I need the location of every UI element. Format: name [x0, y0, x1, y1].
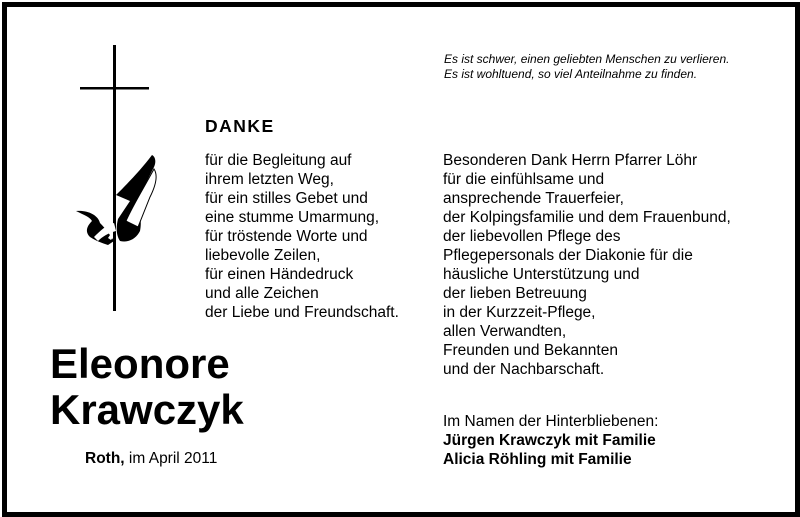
thanks-line: liebevolle Zeilen, — [205, 247, 321, 264]
thanks-line: und der Nachbarschaft. — [443, 361, 605, 378]
thanks-line: für die einfühlsame und — [443, 171, 605, 188]
thanks-line: für die Begleitung auf — [205, 152, 352, 169]
thanks-line: der Liebe und Freundschaft. — [205, 304, 399, 321]
thanks-line: eine stumme Umarmung, — [205, 209, 380, 226]
deceased-first-name: Eleonore — [50, 340, 230, 387]
thanks-line: der lieben Betreuung — [443, 285, 587, 302]
thanks-line: für ein stilles Gebet und — [205, 190, 368, 207]
thanks-line: der liebevollen Pflege des — [443, 228, 621, 245]
thanks-line: Besonderen Dank Herrn Pfarrer Löhr — [443, 152, 698, 169]
thanks-line: Pflegepersonals der Diakonie für die — [443, 247, 693, 264]
thanks-line: in der Kurzzeit-Pflege, — [443, 304, 596, 321]
place-date — [85, 450, 217, 468]
signature-family-1: Jürgen Krawczyk mit Familie — [443, 432, 656, 449]
thanks-line: für tröstende Worte und — [205, 228, 368, 245]
thanks-list-right — [443, 151, 731, 379]
thanks-line: Freunden und Bekannten — [443, 342, 618, 359]
cross-icon — [70, 45, 160, 315]
deceased-last-name: Krawczyk — [50, 386, 244, 433]
thanks-line: der Kolpingsfamilie und dem Frauenbund, — [443, 209, 731, 226]
heading-danke: DANKE — [205, 116, 275, 136]
signature-family-2: Alicia Röhling mit Familie — [443, 451, 632, 468]
thanks-line: für einen Händedruck — [205, 266, 354, 283]
thanks-list-left — [205, 151, 399, 322]
date: im April 2011 — [128, 450, 218, 467]
quote-block — [444, 52, 730, 82]
thanks-line: ansprechende Trauerfeier, — [443, 190, 624, 207]
signature-block — [443, 412, 658, 469]
thanks-line: und alle Zeichen — [205, 285, 319, 302]
quote-line-1: Es ist schwer, einen geliebten Menschen zu verlieren. — [444, 52, 730, 66]
deceased-name — [50, 341, 244, 433]
signature-intro: Im Namen der Hinterbliebenen: — [443, 413, 659, 430]
place: Roth, — [85, 450, 125, 467]
praying-hands-icon — [76, 155, 156, 245]
thanks-line: häusliche Unterstützung und — [443, 266, 640, 283]
quote-line-2: Es ist wohltuend, so viel Anteilnahme zu finden. — [444, 67, 698, 81]
thanks-line: allen Verwandten, — [443, 323, 567, 340]
thanks-line: ihrem letzten Weg, — [205, 171, 334, 188]
